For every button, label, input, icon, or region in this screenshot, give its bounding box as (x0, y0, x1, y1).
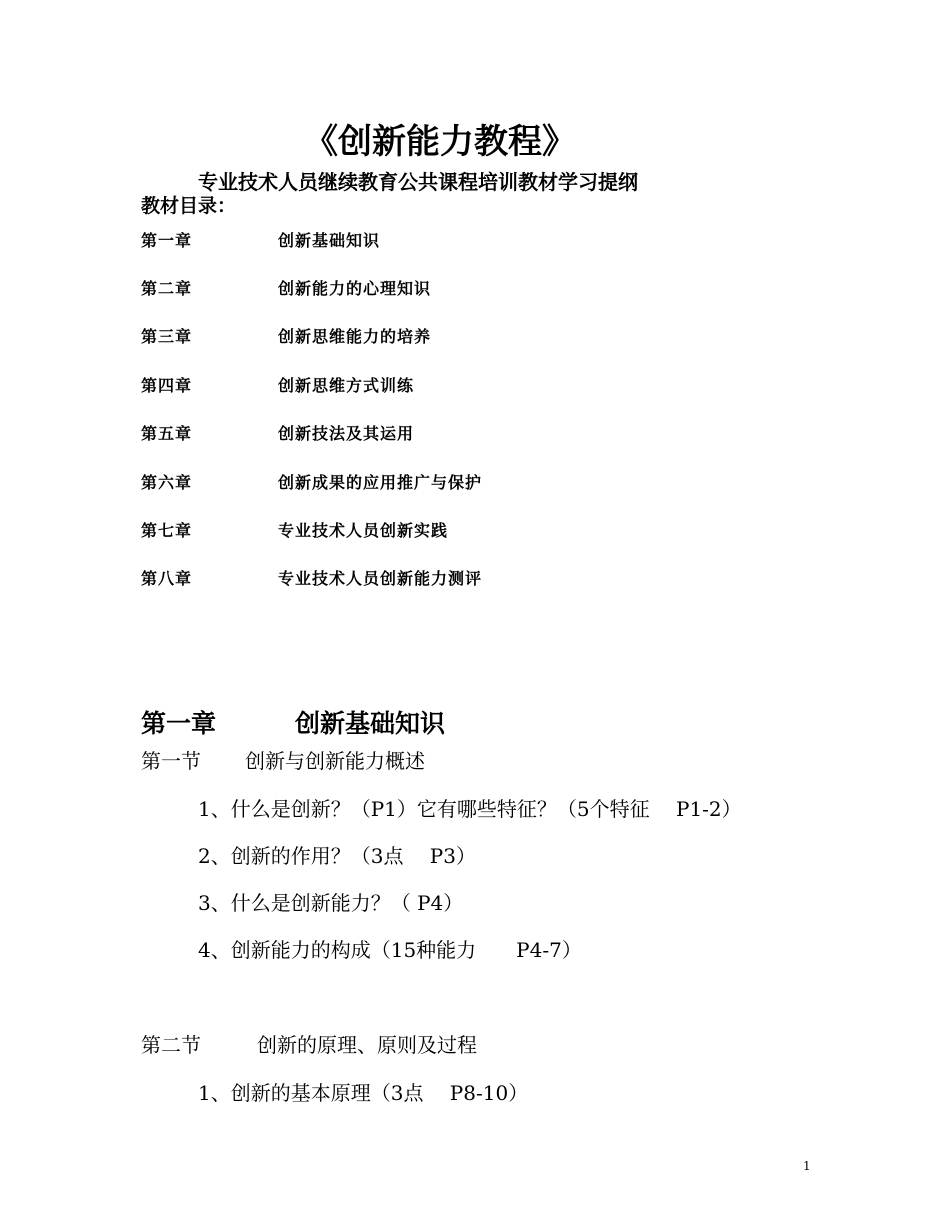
outline-item: 4、创新能力的构成（15种能力 P4-7） (198, 938, 582, 962)
toc-chapter-number: 第一章 (141, 231, 193, 250)
toc-chapter-name: 专业技术人员创新实践 (278, 521, 449, 540)
document-title: 《创新能力教程》 (304, 122, 576, 162)
toc-chapter-number: 第四章 (141, 376, 193, 395)
toc-chapter-number: 第五章 (141, 424, 193, 443)
page-number: 1 (803, 1159, 811, 1173)
outline-item: 2、创新的作用？（3点 P3） (198, 844, 476, 868)
toc-heading: 教材目录： (141, 195, 237, 217)
toc-chapter-number: 第六章 (141, 473, 193, 492)
section-number: 第一节 (141, 749, 201, 773)
toc-chapter-name: 创新能力的心理知识 (278, 279, 432, 298)
toc-chapter-name: 创新思维能力的培养 (278, 327, 432, 346)
section-name: 创新与创新能力概述 (245, 749, 425, 773)
toc-chapter-number: 第三章 (141, 327, 193, 346)
outline-item: 3、什么是创新能力？（ P4） (198, 891, 464, 915)
chapter-name: 创新基础知识 (295, 709, 446, 738)
outline-item: 1、创新的基本原理（3点 P8-10） (198, 1081, 529, 1105)
toc-chapter-number: 第七章 (141, 521, 193, 540)
section-heading (141, 1030, 541, 1060)
toc-chapter-name: 创新基础知识 (278, 231, 381, 250)
toc-chapter-number: 第八章 (141, 569, 193, 588)
toc-chapter-number: 第二章 (141, 279, 193, 298)
section-number: 第二节 (141, 1033, 201, 1057)
toc-chapter-name: 创新技法及其运用 (278, 424, 415, 443)
toc-chapter-name: 创新思维方式训练 (278, 376, 415, 395)
toc-chapter-name: 专业技术人员创新能力测评 (278, 569, 483, 588)
outline-item: 1、什么是创新？（P1）它有哪些特征？（5个特征 P1-2） (198, 797, 742, 821)
document-subtitle: 专业技术人员继续教育公共课程培训教材学习提纲 (198, 170, 638, 194)
chapter-number: 第一章 (141, 709, 217, 738)
section-name: 创新的原理、原则及过程 (257, 1033, 477, 1057)
toc-chapter-name: 创新成果的应用推广与保护 (278, 473, 483, 492)
section-heading (141, 746, 481, 776)
